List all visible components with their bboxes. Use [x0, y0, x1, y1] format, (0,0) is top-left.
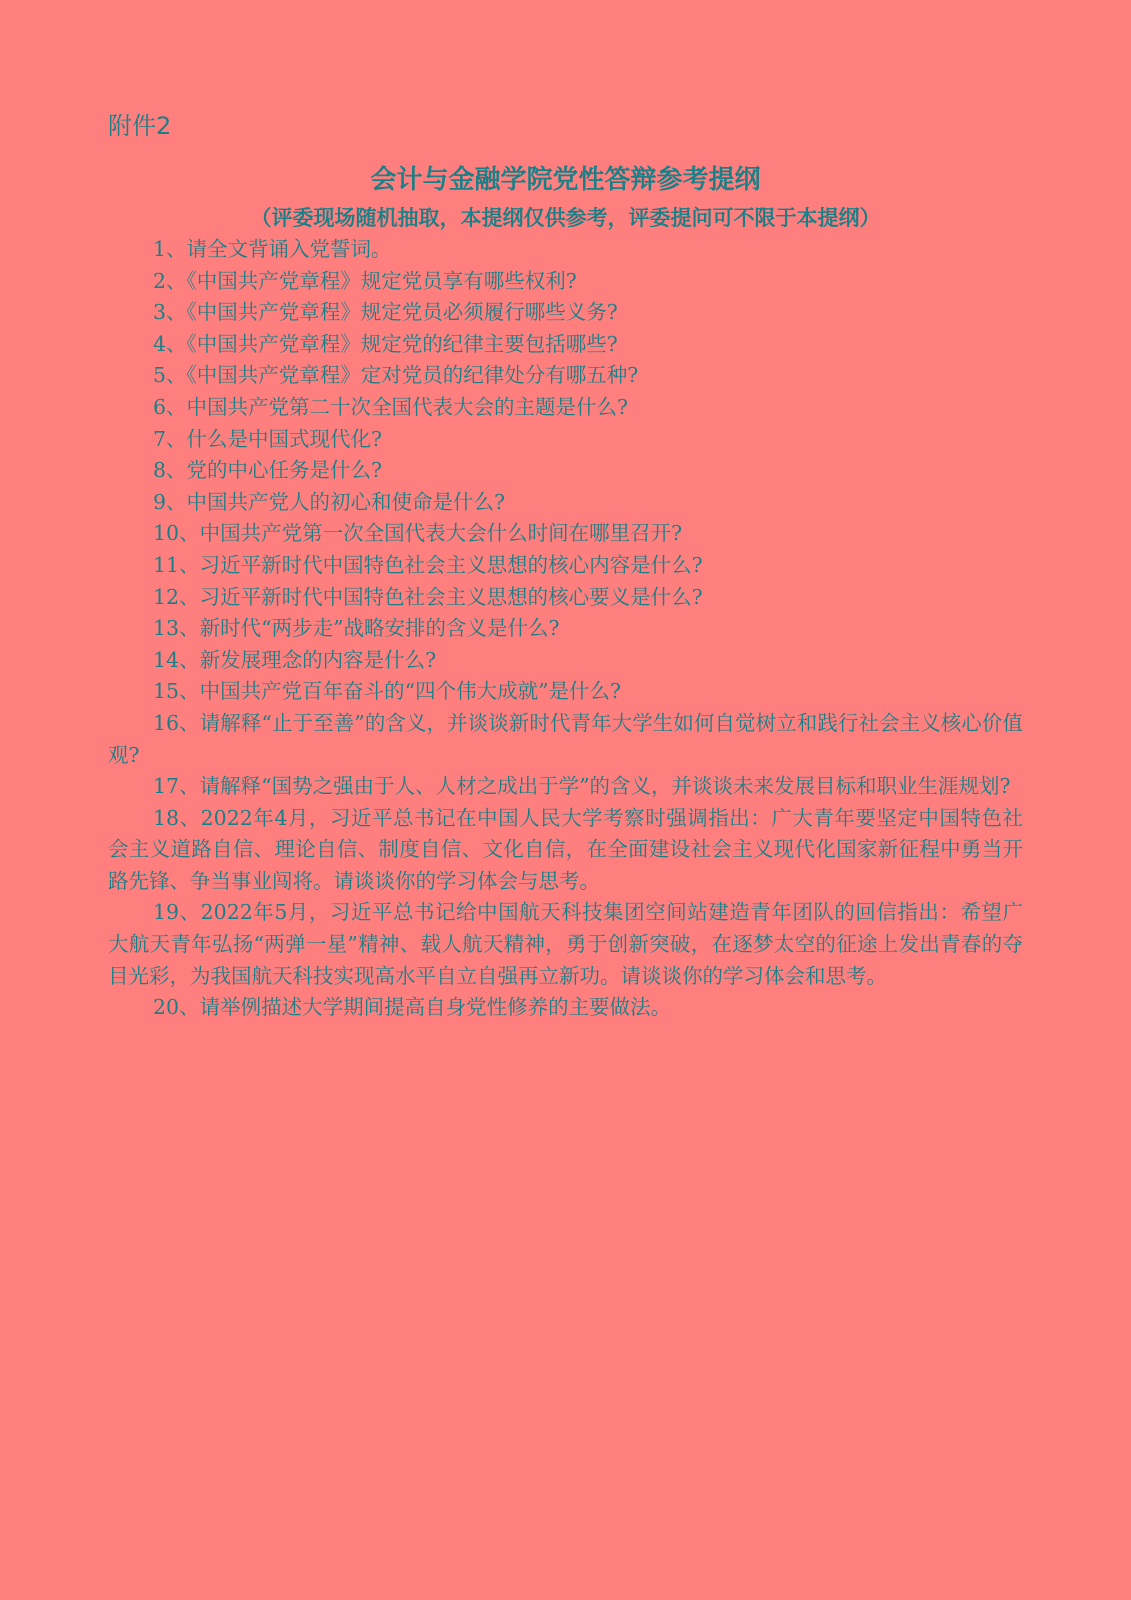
- question-item: 10、中国共产党第一次全国代表大会什么时间在哪里召开?: [153, 521, 683, 546]
- question-item: 12、习近平新时代中国特色社会主义思想的核心要义是什么?: [153, 584, 703, 609]
- attachment-label: 附件2: [108, 112, 172, 140]
- question-item: 6、中国共产党第二十次全国代表大会的主题是什么?: [153, 394, 629, 419]
- question-item: 7、什么是中国式现代化?: [153, 426, 383, 451]
- question-item: 17、请解释“国势之强由于人、人材之成出于学”的含义，并谈谈未来发展目标和职业生涯规划?: [153, 774, 1011, 799]
- question-item: 3、《中国共产党章程》规定党员必须履行哪些义务?: [153, 300, 618, 325]
- question-item: 2、《中国共产党章程》规定党员享有哪些权利?: [153, 268, 577, 293]
- question-item: 5、《中国共产党章程》定对党员的纪律处分有哪五种?: [153, 363, 639, 388]
- question-item: 15、中国共产党百年奋斗的“四个伟大成就”是什么?: [153, 679, 622, 704]
- document-title: 会计与金融学院党性答辩参考提纲: [370, 165, 761, 195]
- question-item: 16、请解释“止于至善”的含义，并谈谈新时代青年大学生如何自觉树立和践行社会主义核心价值观?: [108, 710, 1023, 767]
- question-item: 19、2022年5月，习近平总书记给中国航天科技集团空间站建造青年团队的回信指出：希望广大航天青年弘扬“两弹一星”精神、载人航天精神，勇于创新突破，在逐梦太空的征途上发出青春的夺目光彩，为我国航天科技实现高水平自立自强再立新功。请谈谈你的学习体会和思考。: [108, 900, 1023, 988]
- question-item: 8、党的中心任务是什么?: [153, 458, 383, 483]
- question-item: 4、《中国共产党章程》规定党的纪律主要包括哪些?: [153, 331, 618, 356]
- question-item: 13、新时代“两步走”战略安排的含义是什么?: [153, 616, 560, 641]
- question-item: 14、新发展理念的内容是什么?: [153, 647, 437, 672]
- question-item: 9、中国共产党人的初心和使命是什么?: [153, 489, 506, 514]
- question-item: 18、2022年4月，习近平总书记在中国人民大学考察时强调指出：广大青年要坚定中国特色社会主义道路自信、理论自信、制度自信、文化自信，在全面建设社会主义现代化国家新征程中勇当开路先锋、争当事业闯将。请谈谈你的学习体会与思考。: [108, 805, 1023, 893]
- document-subtitle: （评委现场随机抽取，本提纲仅供参考，评委提问可不限于本提纲）: [250, 206, 881, 230]
- question-item: 11、习近平新时代中国特色社会主义思想的核心内容是什么?: [153, 552, 703, 577]
- question-item: 1、请全文背诵入党誓词。: [153, 237, 392, 261]
- question-item: 20、请举例描述大学期间提高自身党性修养的主要做法。: [153, 995, 672, 1020]
- question-list: [108, 234, 1023, 1024]
